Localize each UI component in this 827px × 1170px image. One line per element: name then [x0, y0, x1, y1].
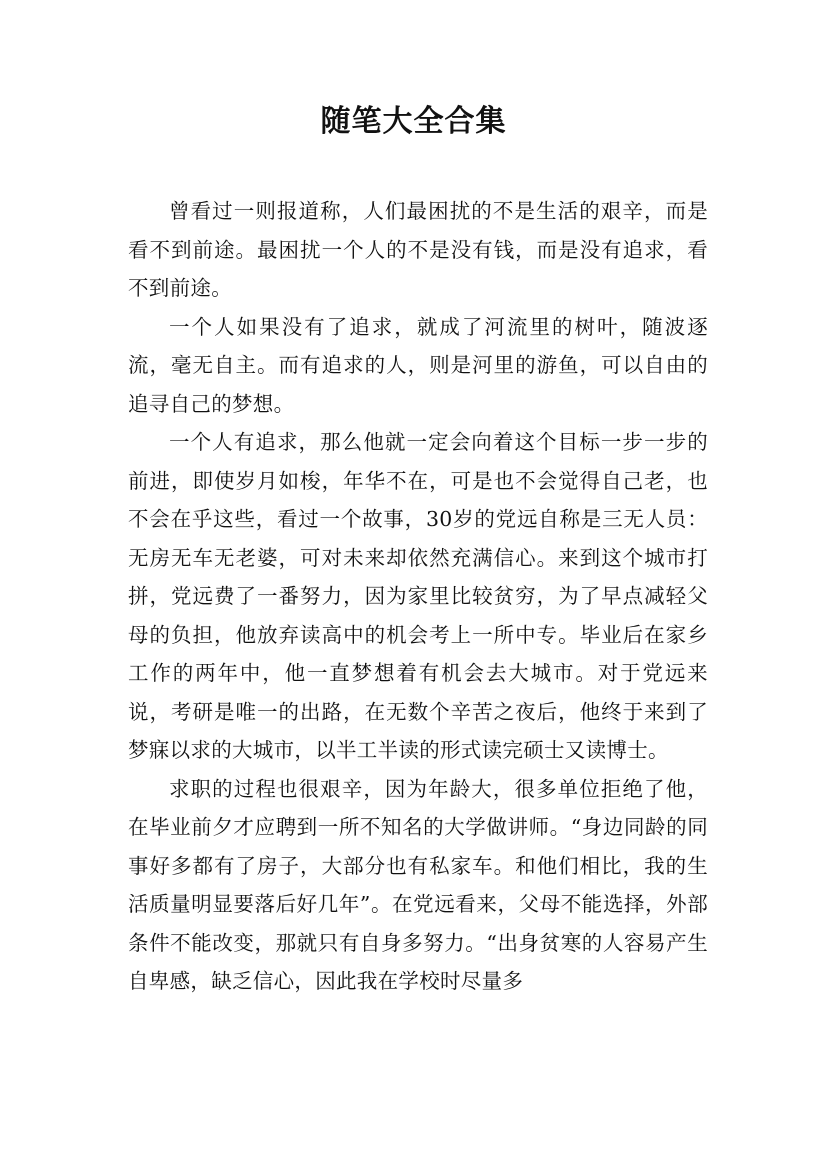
- document-title: 随笔大全合集: [320, 104, 507, 139]
- paragraph-2: 一个人如果没有了追求，就成了河流里的树叶，随波逐流，毫无自主。而有追求的人，则是河里的游鱼，可以自由的追寻自己的梦想。: [128, 314, 708, 416]
- paragraph-3: 一个人有追求，那么他就一定会向着这个目标一步一步的前进，即使岁月如梭，年华不在，可是也不会觉得自己老，也不会在乎这些，看过一个故事，30岁的党远自称是三无人员：无房无车无老婆，可对未来却依然充满信心。来到这个城市打拼，党远费了一番努力，因为家里比较贫穷，为了早点减轻父母的负担，他放弃读高中的机会考上一所中专。毕业后在家乡工作的两年中，他一直梦想着有机会去大城市。对于党远来说，考研是唯一的出路，在无数个辛苦之夜后，他终于来到了梦寐以求的大城市，以半工半读的形式读完硕士又读博士。: [128, 430, 708, 762]
- paragraph-4: 求职的过程也很艰辛，因为年龄大，很多单位拒绝了他，在毕业前夕才应聘到一所不知名的大学做讲师。“身边同龄的同事好多都有了房子，大部分也有私家车。和他们相比，我的生活质量明显要落后好几年”。在党远看来，父母不能选择，外部条件不能改变，那就只有自身多努力。“出身贫寒的人容易产生自卑感，缺乏信心，因此我在学校时尽量多: [128, 776, 708, 993]
- paragraph-1: 曾看过一则报道称，人们最困扰的不是生活的艰辛，而是看不到前途。最困扰一个人的不是没有钱，而是没有追求，看不到前途。: [128, 199, 708, 300]
- document-body: [128, 192, 708, 1001]
